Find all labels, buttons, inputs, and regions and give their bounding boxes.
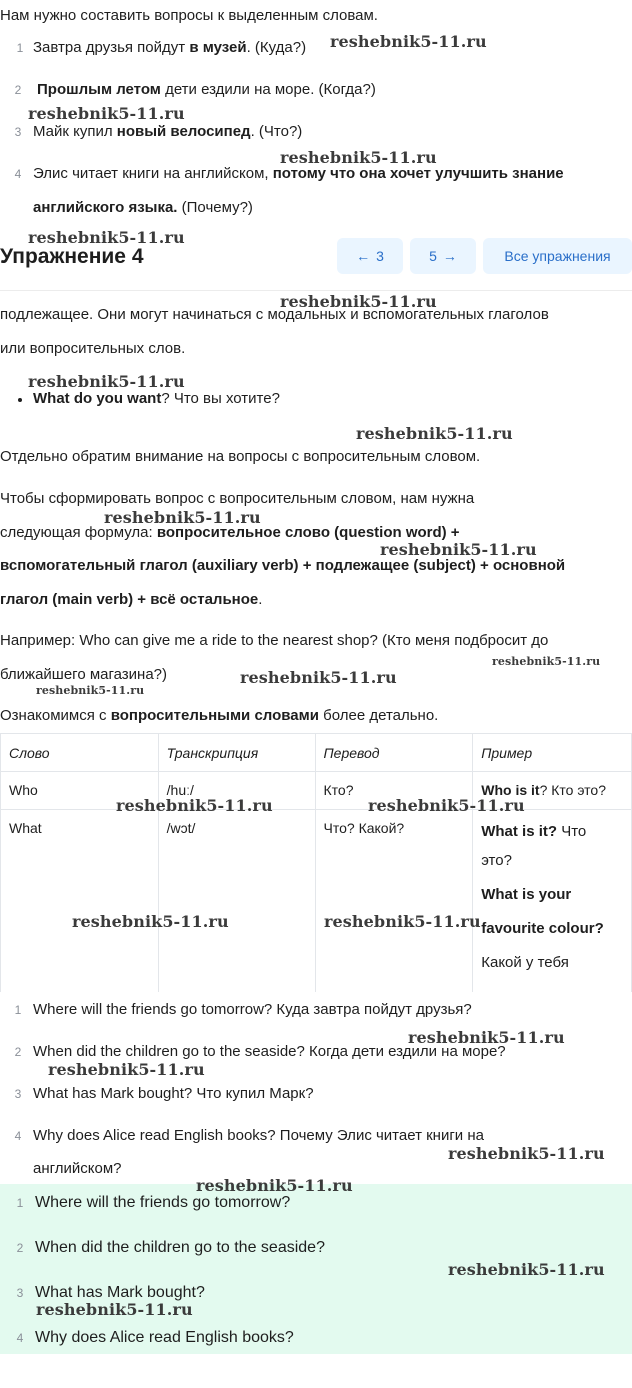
formula-paragraph: следующая формула: вопросительное слово (question word) + bbox=[0, 524, 460, 541]
task-number: 4 bbox=[14, 167, 22, 181]
bullet-dot bbox=[18, 398, 22, 402]
prev-exercise-button[interactable]: ← 3 bbox=[337, 238, 403, 274]
watermark: reshebnik5-11.ru bbox=[324, 912, 481, 931]
watermark: reshebnik5-11.ru bbox=[36, 684, 145, 697]
watermark: reshebnik5-11.ru bbox=[48, 1060, 205, 1079]
table-cell: /wɔt/ bbox=[158, 810, 315, 992]
watermark: reshebnik5-11.ru bbox=[408, 1028, 565, 1047]
watermark: reshebnik5-11.ru bbox=[36, 1300, 193, 1319]
watermark: reshebnik5-11.ru bbox=[356, 424, 513, 443]
watermark: reshebnik5-11.ru bbox=[380, 540, 537, 559]
watermark: reshebnik5-11.ru bbox=[196, 1176, 353, 1195]
watermark: reshebnik5-11.ru bbox=[240, 668, 397, 687]
table-cell: Кто? bbox=[315, 772, 473, 810]
watermark: reshebnik5-11.ru bbox=[492, 655, 601, 668]
example-bullet: What do you want? Что вы хотите? bbox=[33, 390, 280, 407]
watermark: reshebnik5-11.ru bbox=[448, 1260, 605, 1279]
translation-item: What has Mark bought? Что купил Марк? bbox=[33, 1085, 314, 1102]
task-number: 2 bbox=[14, 83, 22, 97]
answer-number: 3 bbox=[16, 1286, 24, 1300]
translation-item-continuation: английском? bbox=[33, 1160, 122, 1177]
table-row bbox=[1, 810, 632, 992]
translation-number: 1 bbox=[14, 1003, 22, 1017]
arrow-right-icon: → bbox=[442, 248, 457, 264]
translation-item: Why does Alice read English books? Почему Элис читает книги на bbox=[33, 1127, 484, 1144]
table-cell: Who bbox=[1, 772, 159, 810]
answer-item: What has Mark bought? bbox=[35, 1284, 205, 1301]
translation-number: 2 bbox=[14, 1045, 22, 1059]
intro-text: Нам нужно составить вопросы к выделенным словам. bbox=[0, 7, 378, 24]
watermark: reshebnik5-11.ru bbox=[280, 148, 437, 167]
example-sentence: Например: Who can give me a ride to the nearest shop? (Кто меня подбросит до bbox=[0, 632, 549, 649]
theory-line: или вопросительных слов. bbox=[0, 340, 186, 357]
table-row bbox=[1, 772, 632, 810]
example-sentence: ближайшего магазина?) bbox=[0, 666, 168, 683]
column-header: Слово bbox=[1, 734, 159, 772]
formula-paragraph: вспомогательный глагол (auxiliary verb) + подлежащее (subject) + основной bbox=[0, 557, 566, 574]
theory-paragraph: Отдельно обратим внимание на вопросы с вопросительным словом. bbox=[0, 448, 481, 465]
translation-number: 4 bbox=[14, 1129, 22, 1143]
answer-number: 2 bbox=[16, 1241, 24, 1255]
next-exercise-button[interactable]: 5 → bbox=[410, 238, 476, 274]
watermark: reshebnik5-11.ru bbox=[104, 508, 261, 527]
task-item: Майк купил новый велосипед. (Что?) bbox=[33, 123, 303, 140]
formula-paragraph: Чтобы сформировать вопрос с вопросительным словом, нам нужна bbox=[0, 490, 475, 507]
watermark: reshebnik5-11.ru bbox=[280, 292, 437, 311]
translation-number: 3 bbox=[14, 1087, 22, 1101]
task-item: Завтра друзья пойдут в музей. (Куда?) bbox=[33, 39, 307, 56]
watermark: reshebnik5-11.ru bbox=[330, 32, 487, 51]
task-item-continuation: английского языка. (Почему?) bbox=[33, 199, 253, 216]
column-header: Пример bbox=[473, 734, 632, 772]
answer-number: 4 bbox=[16, 1331, 24, 1345]
table-cell: What bbox=[1, 810, 159, 992]
exercise-title: Упражнение 4 bbox=[0, 245, 144, 268]
answer-item: When did the children go to the seaside? bbox=[35, 1239, 325, 1256]
table-header-row bbox=[1, 734, 632, 772]
answer-item: Where will the friends go tomorrow? bbox=[35, 1194, 291, 1211]
words-intro: Ознакомимся с вопросительными словами более детально. bbox=[0, 707, 439, 724]
table-cell: /huː/ bbox=[158, 772, 315, 810]
table-cell: What is it? Что это? What is your favourite colour? Какой у тебя bbox=[473, 810, 632, 992]
watermark: reshebnik5-11.ru bbox=[28, 228, 185, 247]
table-cell: Что? Какой? bbox=[315, 810, 473, 992]
watermark: reshebnik5-11.ru bbox=[28, 104, 185, 123]
header-divider bbox=[0, 290, 632, 291]
answer-number: 1 bbox=[16, 1196, 24, 1210]
question-words-table bbox=[0, 733, 632, 992]
task-item: Элис читает книги на английском, потому что она хочет улучшить знание bbox=[33, 165, 564, 182]
translation-item: Where will the friends go tomorrow? Куда завтра пойдут друзья? bbox=[33, 1001, 472, 1018]
task-number: 1 bbox=[16, 41, 24, 55]
answer-item: Why does Alice read English books? bbox=[35, 1329, 294, 1346]
watermark: reshebnik5-11.ru bbox=[72, 912, 229, 931]
task-number: 3 bbox=[14, 125, 22, 139]
task-item: Прошлым летом дети ездили на море. (Когда?) bbox=[37, 81, 376, 98]
column-header: Перевод bbox=[315, 734, 473, 772]
watermark: reshebnik5-11.ru bbox=[368, 796, 525, 815]
column-header: Транскрипция bbox=[158, 734, 315, 772]
watermark: reshebnik5-11.ru bbox=[116, 796, 273, 815]
all-exercises-button[interactable]: Все упражнения bbox=[483, 238, 632, 274]
arrow-left-icon: ← bbox=[356, 248, 371, 264]
table-cell: Who is it? Кто это? bbox=[473, 772, 632, 810]
watermark: reshebnik5-11.ru bbox=[448, 1144, 605, 1163]
formula-paragraph: глагол (main verb) + всё остальное. bbox=[0, 591, 263, 608]
translation-item: When did the children go to the seaside? Когда дети ездили на море? bbox=[33, 1043, 506, 1060]
watermark: reshebnik5-11.ru bbox=[28, 372, 185, 391]
theory-cut-line: подлежащее. Они могут начинаться с модальных и вспомогательных глаголов bbox=[0, 306, 549, 323]
